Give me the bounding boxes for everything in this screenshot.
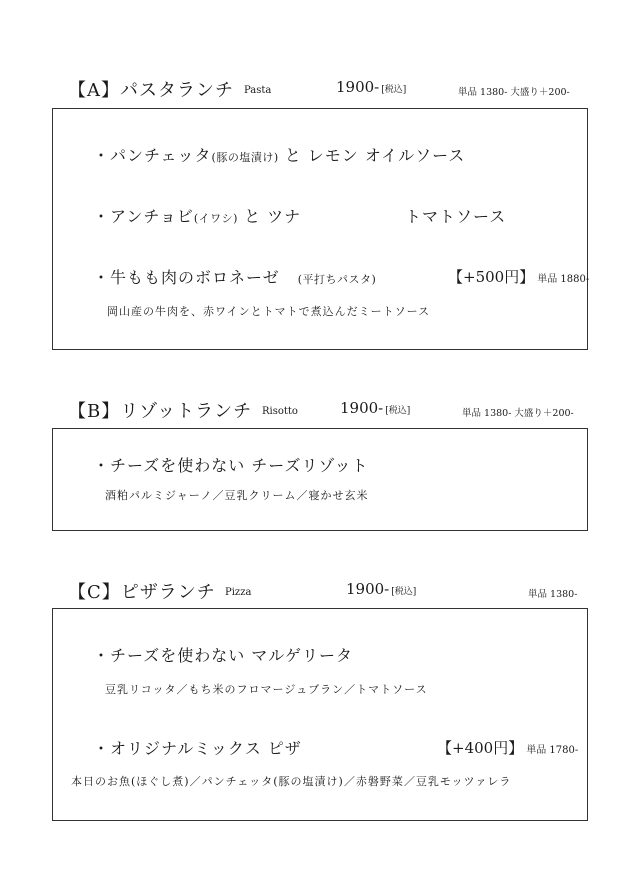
section-a-note: 単品 1380- 大盛り＋200- bbox=[458, 87, 570, 98]
section-c-price: 1900- [税込] bbox=[346, 580, 417, 598]
section-a-box bbox=[52, 108, 588, 350]
section-b-header bbox=[0, 397, 640, 427]
bolognese-extra-price: 【+500円】 単品 1880- bbox=[448, 268, 590, 286]
bolognese-description: 岡山産の牛肉を、赤ワインとトマトで煮込んだミートソース bbox=[107, 305, 431, 318]
menu-item-original-mix-pizza: ・オリジナルミックス ピザ bbox=[93, 739, 302, 758]
section-a-title-en: Pasta bbox=[244, 85, 272, 96]
mix-pizza-description: 本日のお魚(ほぐし煮)／パンチェッタ(豚の塩漬け)／赤磐野菜／豆乳モッツァレラ bbox=[71, 775, 512, 788]
section-c-note: 単品 1380- bbox=[528, 589, 578, 600]
menu-item-anchovy-tuna-sauce: トマトソース bbox=[405, 207, 507, 226]
menu-item-cheese-free-margherita: ・チーズを使わない マルゲリータ bbox=[93, 646, 353, 665]
section-b-box bbox=[52, 428, 588, 531]
section-c-header bbox=[0, 578, 640, 608]
risotto-description: 酒粕パルミジャーノ／豆乳クリーム／寝かせ玄米 bbox=[105, 489, 369, 502]
mix-pizza-extra-price: 【+400円】 単品 1780- bbox=[437, 739, 579, 757]
section-a-price: 1900- [税込] bbox=[336, 78, 407, 96]
section-b-note: 単品 1380- 大盛り＋200- bbox=[462, 408, 574, 419]
menu-item-cheese-free-risotto: ・チーズを使わない チーズリゾット bbox=[93, 456, 369, 475]
margherita-description: 豆乳リコッタ／もち米のフロマージュブラン／トマトソース bbox=[105, 683, 428, 696]
section-a-header bbox=[0, 76, 640, 106]
menu-item-anchovy-tuna: ・アンチョビ(イワシ) と ツナ bbox=[93, 207, 302, 226]
section-b-title: 【B】リゾットランチ bbox=[68, 401, 253, 422]
section-b-price: 1900- [税込] bbox=[340, 399, 411, 417]
section-b-title-en: Risotto bbox=[262, 406, 298, 417]
menu-item-pancetta-lemon: ・パンチェッタ(豚の塩漬け) と レモン オイルソース bbox=[93, 146, 466, 165]
section-c-title-en: Pizza bbox=[225, 587, 252, 598]
menu-item-bolognese: ・牛もも肉のボロネーゼ (平打ちパスタ) bbox=[93, 268, 377, 287]
section-c-box bbox=[52, 608, 588, 821]
section-a-title: 【A】パスタランチ bbox=[68, 80, 234, 101]
section-c-title: 【C】ピザランチ bbox=[68, 582, 216, 603]
